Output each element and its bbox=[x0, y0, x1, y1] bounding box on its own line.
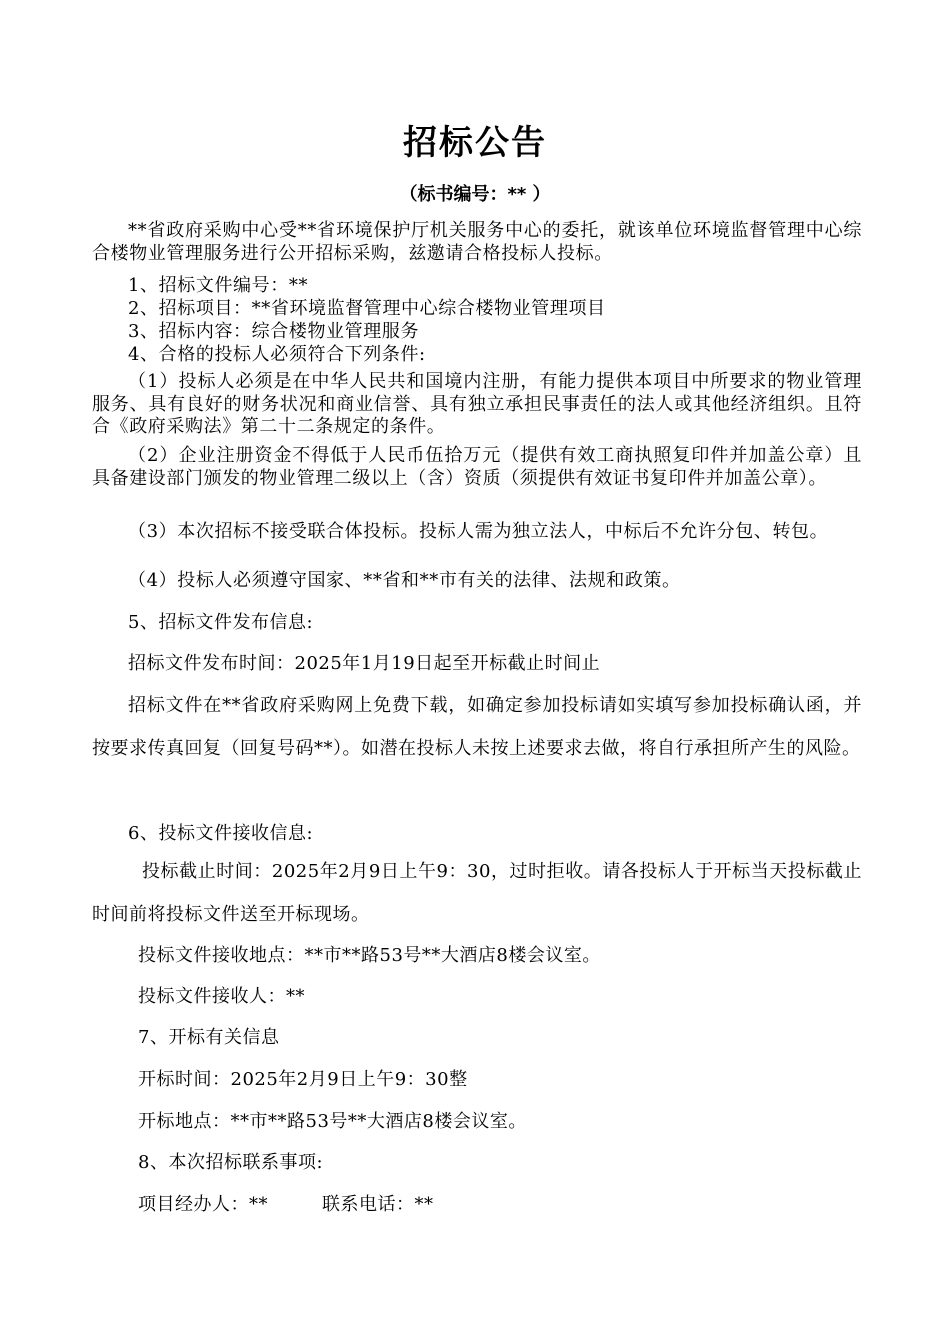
item-3: 3、招标内容：综合楼物业管理服务 bbox=[128, 321, 420, 342]
condition-3: （3）本次招标不接受联合体投标。投标人需为独立法人，中标后不允许分包、转包。 bbox=[128, 521, 829, 542]
section-7-title: 7、开标有关信息 bbox=[138, 1027, 280, 1048]
section-5-title: 5、招标文件发布信息: bbox=[128, 612, 314, 633]
section-6-deadline: 投标截止时间：2025年2月9日上午9：30，过时拒收。请各投标人于开标当天投标截止时间前将投标文件送至开标现场。 bbox=[92, 861, 862, 925]
section-6-receiver: 投标文件接收人：** bbox=[138, 986, 305, 1007]
section-6-title: 6、投标文件接收信息: bbox=[128, 823, 314, 844]
item-2: 2、招标项目：**省环境监督管理中心综合楼物业管理项目 bbox=[128, 298, 606, 319]
item-1: 1、招标文件编号：** bbox=[128, 275, 309, 296]
contact-phone: 联系电话：** bbox=[322, 1194, 434, 1215]
section-7-place: 开标地点：**市**路53号**大酒店8楼会议室。 bbox=[138, 1111, 527, 1132]
condition-1: （1）投标人必须是在中华人民共和国境内注册，有能力提供本项目中所要求的物业管理服务、具有良好的财务状况和商业信誉、具有独立承担民事责任的法人或其他经济组织。且符合《政府采购法》第二十二条规定的条件。 bbox=[92, 371, 862, 437]
item-4: 4、合格的投标人必须符合下列条件: bbox=[128, 344, 426, 365]
section-5-time: 招标文件发布时间：2025年1月19日起至开标截止时间止 bbox=[128, 653, 601, 674]
section-6-place: 投标文件接收地点：**市**路53号**大酒店8楼会议室。 bbox=[138, 945, 601, 966]
section-7-time: 开标时间：2025年2月9日上午9：30整 bbox=[138, 1069, 468, 1090]
page-title: 招标公告 bbox=[403, 123, 547, 163]
tender-number: （标书编号：** ） bbox=[399, 184, 551, 205]
section-5-text: 招标文件在**省政府采购网上免费下载，如确定参加投标请如实填写参加投标确认函，并按要求传真回复（回复号码**）。如潜在投标人未按上述要求去做，将自行承担所产生的风险。 bbox=[92, 695, 862, 759]
condition-2: （2）企业注册资金不得低于人民币伍拾万元（提供有效工商执照复印件并加盖公章）且具备建设部门颁发的物业管理二级以上（含）资质（须提供有效证书复印件并加盖公章）。 bbox=[92, 445, 862, 489]
intro-paragraph: **省政府采购中心受**省环境保护厅机关服务中心的委托，就该单位环境监督管理中心综合楼物业管理服务进行公开招标采购，兹邀请合格投标人投标。 bbox=[92, 220, 862, 264]
section-8-title: 8、本次招标联系事项: bbox=[138, 1152, 324, 1173]
contact-person: 项目经办人：** bbox=[138, 1194, 268, 1215]
contact-line bbox=[92, 1183, 862, 1226]
condition-4: （4）投标人必须遵守国家、**省和**市有关的法律、法规和政策。 bbox=[128, 570, 681, 591]
